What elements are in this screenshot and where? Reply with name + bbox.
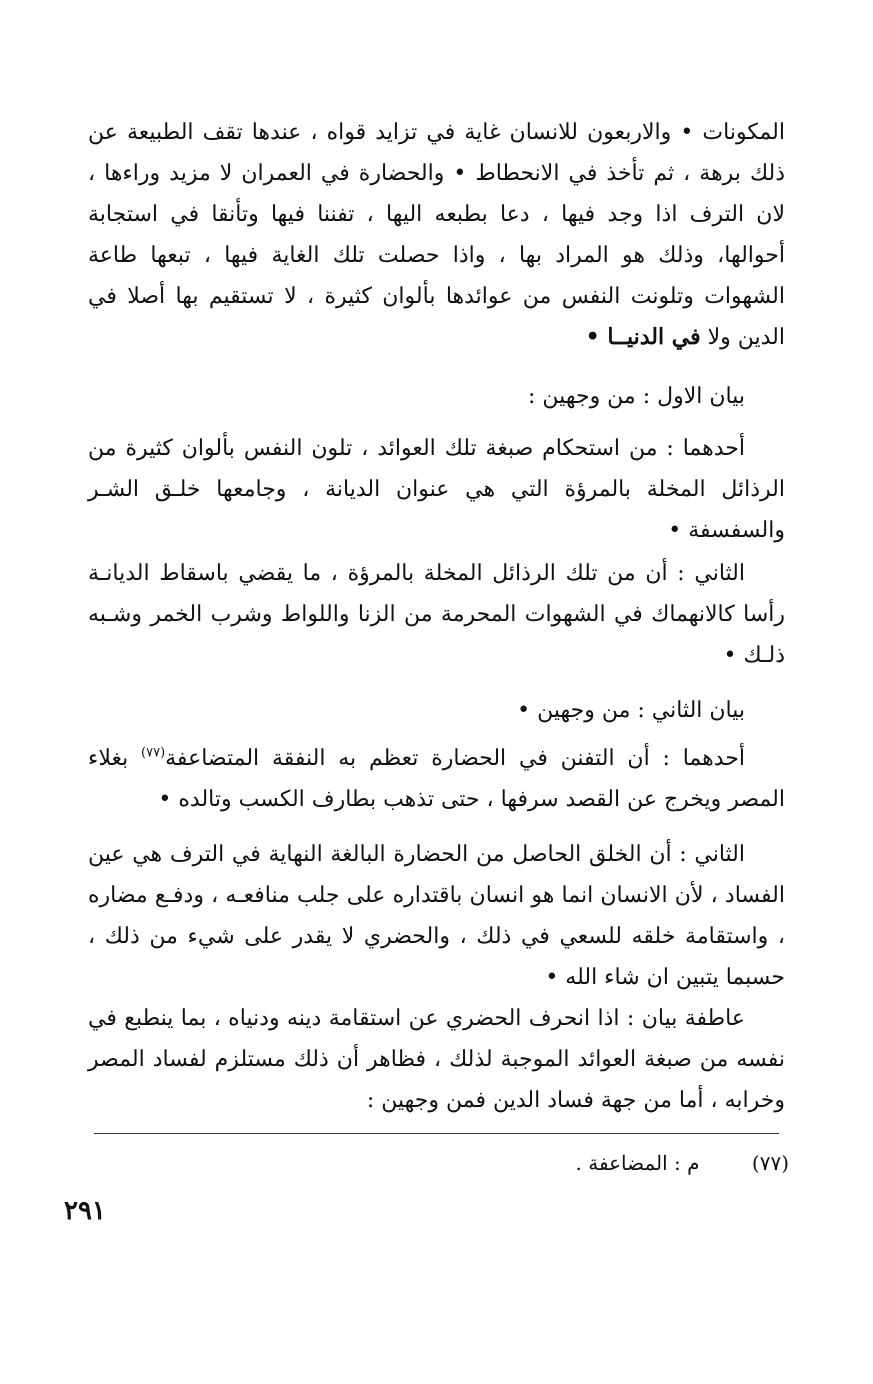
paragraph-4-text-end: بغلاء المصر ويخرج عن القصد سرفها ، حتى تذهب بطارف الكسب وتالده • <box>88 746 785 812</box>
paragraph-1 <box>88 112 785 358</box>
footnote-reference: (٧٧) <box>141 745 166 761</box>
footnote-number: (٧٧) <box>751 1151 789 1175</box>
paragraph-4 <box>88 738 785 820</box>
paragraph-1-text: المكونات • والاربعون للانسان غاية في تزايد قواه ، عندها تقف الطبيعة عن ذلك برهة ، ثم تأخذ في الانحطاط • والحضارة في العمران لا مزيد وراءها ، لان الترف اذا وجد فيها ، دعا بطبعه اليها ، تفننا فيها وتأنقا في استجابة أحوالها، وذلك هو المراد بها ، واذا حصلت تلك الغاية فيها ، تبعها طاعة الشهوات وتلونت النفس من عوائدها بألوان كثيرة ، لا تستقيم بها أصلا في الدين ولا <box>88 120 785 350</box>
paragraph-5-text: الثاني : أن الخلق الحاصل من الحضارة البالغة النهاية في الترف هي عين الفساد ، لأن الانسان انما هو انسان باقتداره على جلب منافعـه ، ودفـع مضاره ، واستقامة خلقه للسعي في ذلك ، والحضري لا يقدر على شيء من ذلك ، حسبما يتبين ان شاء الله • <box>88 842 785 990</box>
footnote <box>94 1148 789 1178</box>
section-heading-2 <box>88 690 785 731</box>
paragraph-3-text: الثاني : أن من تلك الرذائل المخلة بالمرؤة ، ما يقضي باسقاط الديانـة رأسا كالانهماك في الشهوات المحرمة من الزنا واللواط وشرب الخمر وشـبه ذلـك • <box>88 561 785 668</box>
footnote-text: م : المضاعفة . <box>575 1151 700 1175</box>
paragraph-5 <box>88 834 785 998</box>
page-number: ٢٩١ <box>64 1196 106 1226</box>
heading-1-text: بيان الاول : من وجهين : <box>528 384 745 409</box>
paragraph-1-end: في الدنيــا • <box>585 324 701 350</box>
paragraph-3 <box>88 553 785 676</box>
paragraph-2-text: أحدهما : من استحكام صبغة تلك العوائد ، تلون النفس بألوان كثيرة من الرذائل المخلة بالمرؤة التي هي عنوان الديانة ، وجامعها خلـق الشـر والسفسفة • <box>88 436 785 543</box>
paragraph-4-text-start: أحدهما : أن التفنن في الحضارة تعظم به النفقة المتضاعفة <box>165 746 745 771</box>
paragraph-2 <box>88 428 785 551</box>
section-heading-1 <box>88 376 785 417</box>
heading-2-text: بيان الثاني : من وجهين • <box>517 698 745 723</box>
paragraph-6 <box>88 998 785 1121</box>
paragraph-6-text: عاطفة بيان : اذا انحرف الحضري عن استقامة دينه ودنياه ، بما ينطبع في نفسه من صبغة العوائد الموجبة لذلك ، فظاهر أن ذلك مستلزم لفساد المصر وخرابه ، أما من جهة فساد الدين فمن وجهين : <box>88 1006 785 1113</box>
footnote-divider <box>94 1133 779 1134</box>
